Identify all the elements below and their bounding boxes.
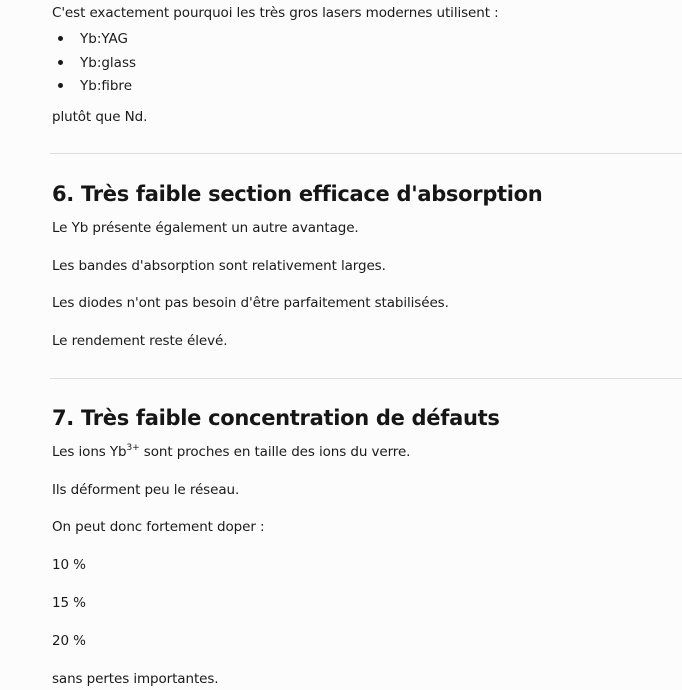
ions-prefix: Les ions Yb xyxy=(52,444,127,460)
bullet-icon xyxy=(58,36,63,41)
paragraph: Le Yb présente également un autre avantage. xyxy=(52,220,359,236)
section-divider xyxy=(50,153,682,154)
section-heading: 7. Très faible concentration de défauts xyxy=(52,406,500,430)
ions-paragraph xyxy=(52,443,410,461)
doping-value: 15 % xyxy=(52,595,86,611)
list-item-label: Yb:YAG xyxy=(80,31,129,47)
section-heading: 6. Très faible section efficace d'absorption xyxy=(52,182,543,206)
ions-suffix: sont proches en taille des ions du verre. xyxy=(139,444,411,460)
list-item-label: Yb:fibre xyxy=(80,78,132,94)
paragraph: Ils déforment peu le réseau. xyxy=(52,482,240,498)
intro-paragraph: C'est exactement pourquoi les très gros lasers modernes utilisent : xyxy=(52,5,499,21)
paragraph: Les diodes n'ont pas besoin d'être parfaitement stabilisées. xyxy=(52,295,449,311)
section-divider xyxy=(50,378,682,379)
ion-charge: 3+ xyxy=(126,443,140,453)
paragraph: sans pertes importantes. xyxy=(52,671,219,687)
doping-value: 10 % xyxy=(52,557,86,573)
paragraph: On peut donc fortement doper : xyxy=(52,519,265,535)
bullet-icon xyxy=(58,60,63,65)
list-item-label: Yb:glass xyxy=(80,54,137,71)
paragraph: Le rendement reste élevé. xyxy=(52,333,228,349)
bullet-icon xyxy=(58,83,63,88)
doping-value: 20 % xyxy=(52,633,86,649)
paragraph: Les bandes d'absorption sont relativement larges. xyxy=(52,258,386,274)
outro-paragraph: plutôt que Nd. xyxy=(52,109,148,125)
